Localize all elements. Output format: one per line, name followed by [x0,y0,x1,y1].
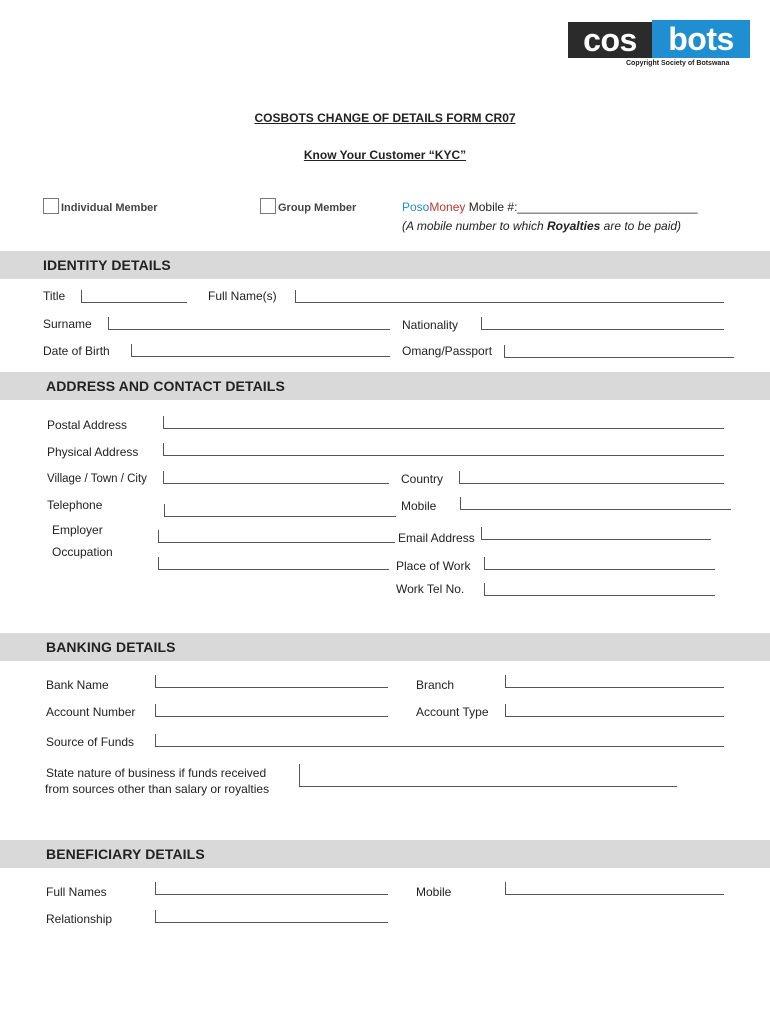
logo-bots: bots [652,20,750,58]
source-of-funds-field[interactable] [155,734,724,747]
branch-field[interactable] [505,675,724,688]
nature-of-business-label-2: from sources other than salary or royalties [45,782,270,796]
place-of-work-label: Place of Work [396,559,471,573]
work-tel-label: Work Tel No. [396,582,465,596]
telephone-field[interactable] [164,504,396,517]
bank-name-label: Bank Name [46,678,109,692]
relationship-label: Relationship [46,912,113,926]
nationality-field[interactable] [481,317,724,330]
source-of-funds-label: Source of Funds [46,735,135,749]
employer-label: Employer [52,523,103,537]
beneficiary-mobile-label: Mobile [416,885,452,899]
identity-heading: IDENTITY DETAILS [43,257,171,273]
poso-text: Poso [402,200,430,214]
country-field[interactable] [459,471,724,484]
physical-address-field[interactable] [163,443,724,456]
mobile-number-label: Mobile #:___________________________ [465,200,698,214]
banking-heading: BANKING DETAILS [46,639,176,655]
nature-of-business-field[interactable] [299,764,677,787]
dob-label: Date of Birth [43,344,110,358]
note-prefix: (A mobile number to which [402,219,547,233]
employer-field[interactable] [158,530,395,543]
beneficiary-heading: BENEFICIARY DETAILS [46,846,205,862]
poso-money-mobile [402,200,698,214]
email-field[interactable] [481,527,711,540]
occupation-field[interactable] [158,557,389,570]
village-field[interactable] [163,471,389,484]
full-names-label: Full Name(s) [208,289,277,303]
relationship-field[interactable] [155,910,388,923]
village-label: Village / Town / City [47,473,147,485]
beneficiary-full-names-field[interactable] [155,882,388,895]
surname-field[interactable] [108,317,390,330]
form-subtitle: Know Your Customer “KYC” [303,148,467,162]
email-label: Email Address [398,531,475,545]
account-type-field[interactable] [505,704,724,717]
nationality-label: Nationality [402,318,459,332]
account-number-field[interactable] [155,704,388,717]
logo-cos: cos [568,22,652,58]
form-title: COSBOTS CHANGE OF DETAILS FORM CR07 [254,111,516,125]
surname-label: Surname [43,317,92,331]
beneficiary-mobile-field[interactable] [505,882,724,895]
omang-field[interactable] [504,345,734,358]
postal-address-label: Postal Address [47,418,128,432]
dob-field[interactable] [131,344,390,357]
banking-section-header [0,633,770,661]
branch-label: Branch [416,678,455,692]
postal-address-field[interactable] [163,416,724,429]
title-field[interactable] [81,290,187,303]
mobile-label: Mobile [401,499,437,513]
telephone-label: Telephone [47,498,103,512]
beneficiary-section-header [0,840,770,868]
individual-member-label: Individual Member [61,202,158,214]
individual-member-checkbox[interactable] [43,198,59,214]
bank-name-field[interactable] [155,675,388,688]
nature-of-business-label-1: State nature of business if funds received [46,766,267,780]
mobile-field[interactable] [460,497,731,510]
note-suffix: are to be paid) [600,219,682,233]
title-label: Title [43,289,66,303]
beneficiary-full-names-label: Full Names [46,885,107,899]
full-names-field[interactable] [295,290,724,303]
place-of-work-field[interactable] [484,557,715,570]
omang-label: Omang/Passport [402,344,493,358]
physical-address-label: Physical Address [47,445,139,459]
address-heading: ADDRESS AND CONTACT DETAILS [46,378,285,394]
group-member-checkbox[interactable] [260,198,276,214]
occupation-label: Occupation [52,545,113,559]
account-number-label: Account Number [46,705,136,719]
work-tel-field[interactable] [484,583,715,596]
money-text: Money [429,200,466,214]
account-type-label: Account Type [416,705,489,719]
identity-section-header [0,251,770,279]
royalties-note [402,219,681,233]
logo-subtitle: Copyright Society of Botswana [626,60,730,67]
address-section-header [0,372,770,400]
country-label: Country [401,472,444,486]
group-member-label: Group Member [278,202,357,214]
note-bold: Royalties [546,219,601,233]
